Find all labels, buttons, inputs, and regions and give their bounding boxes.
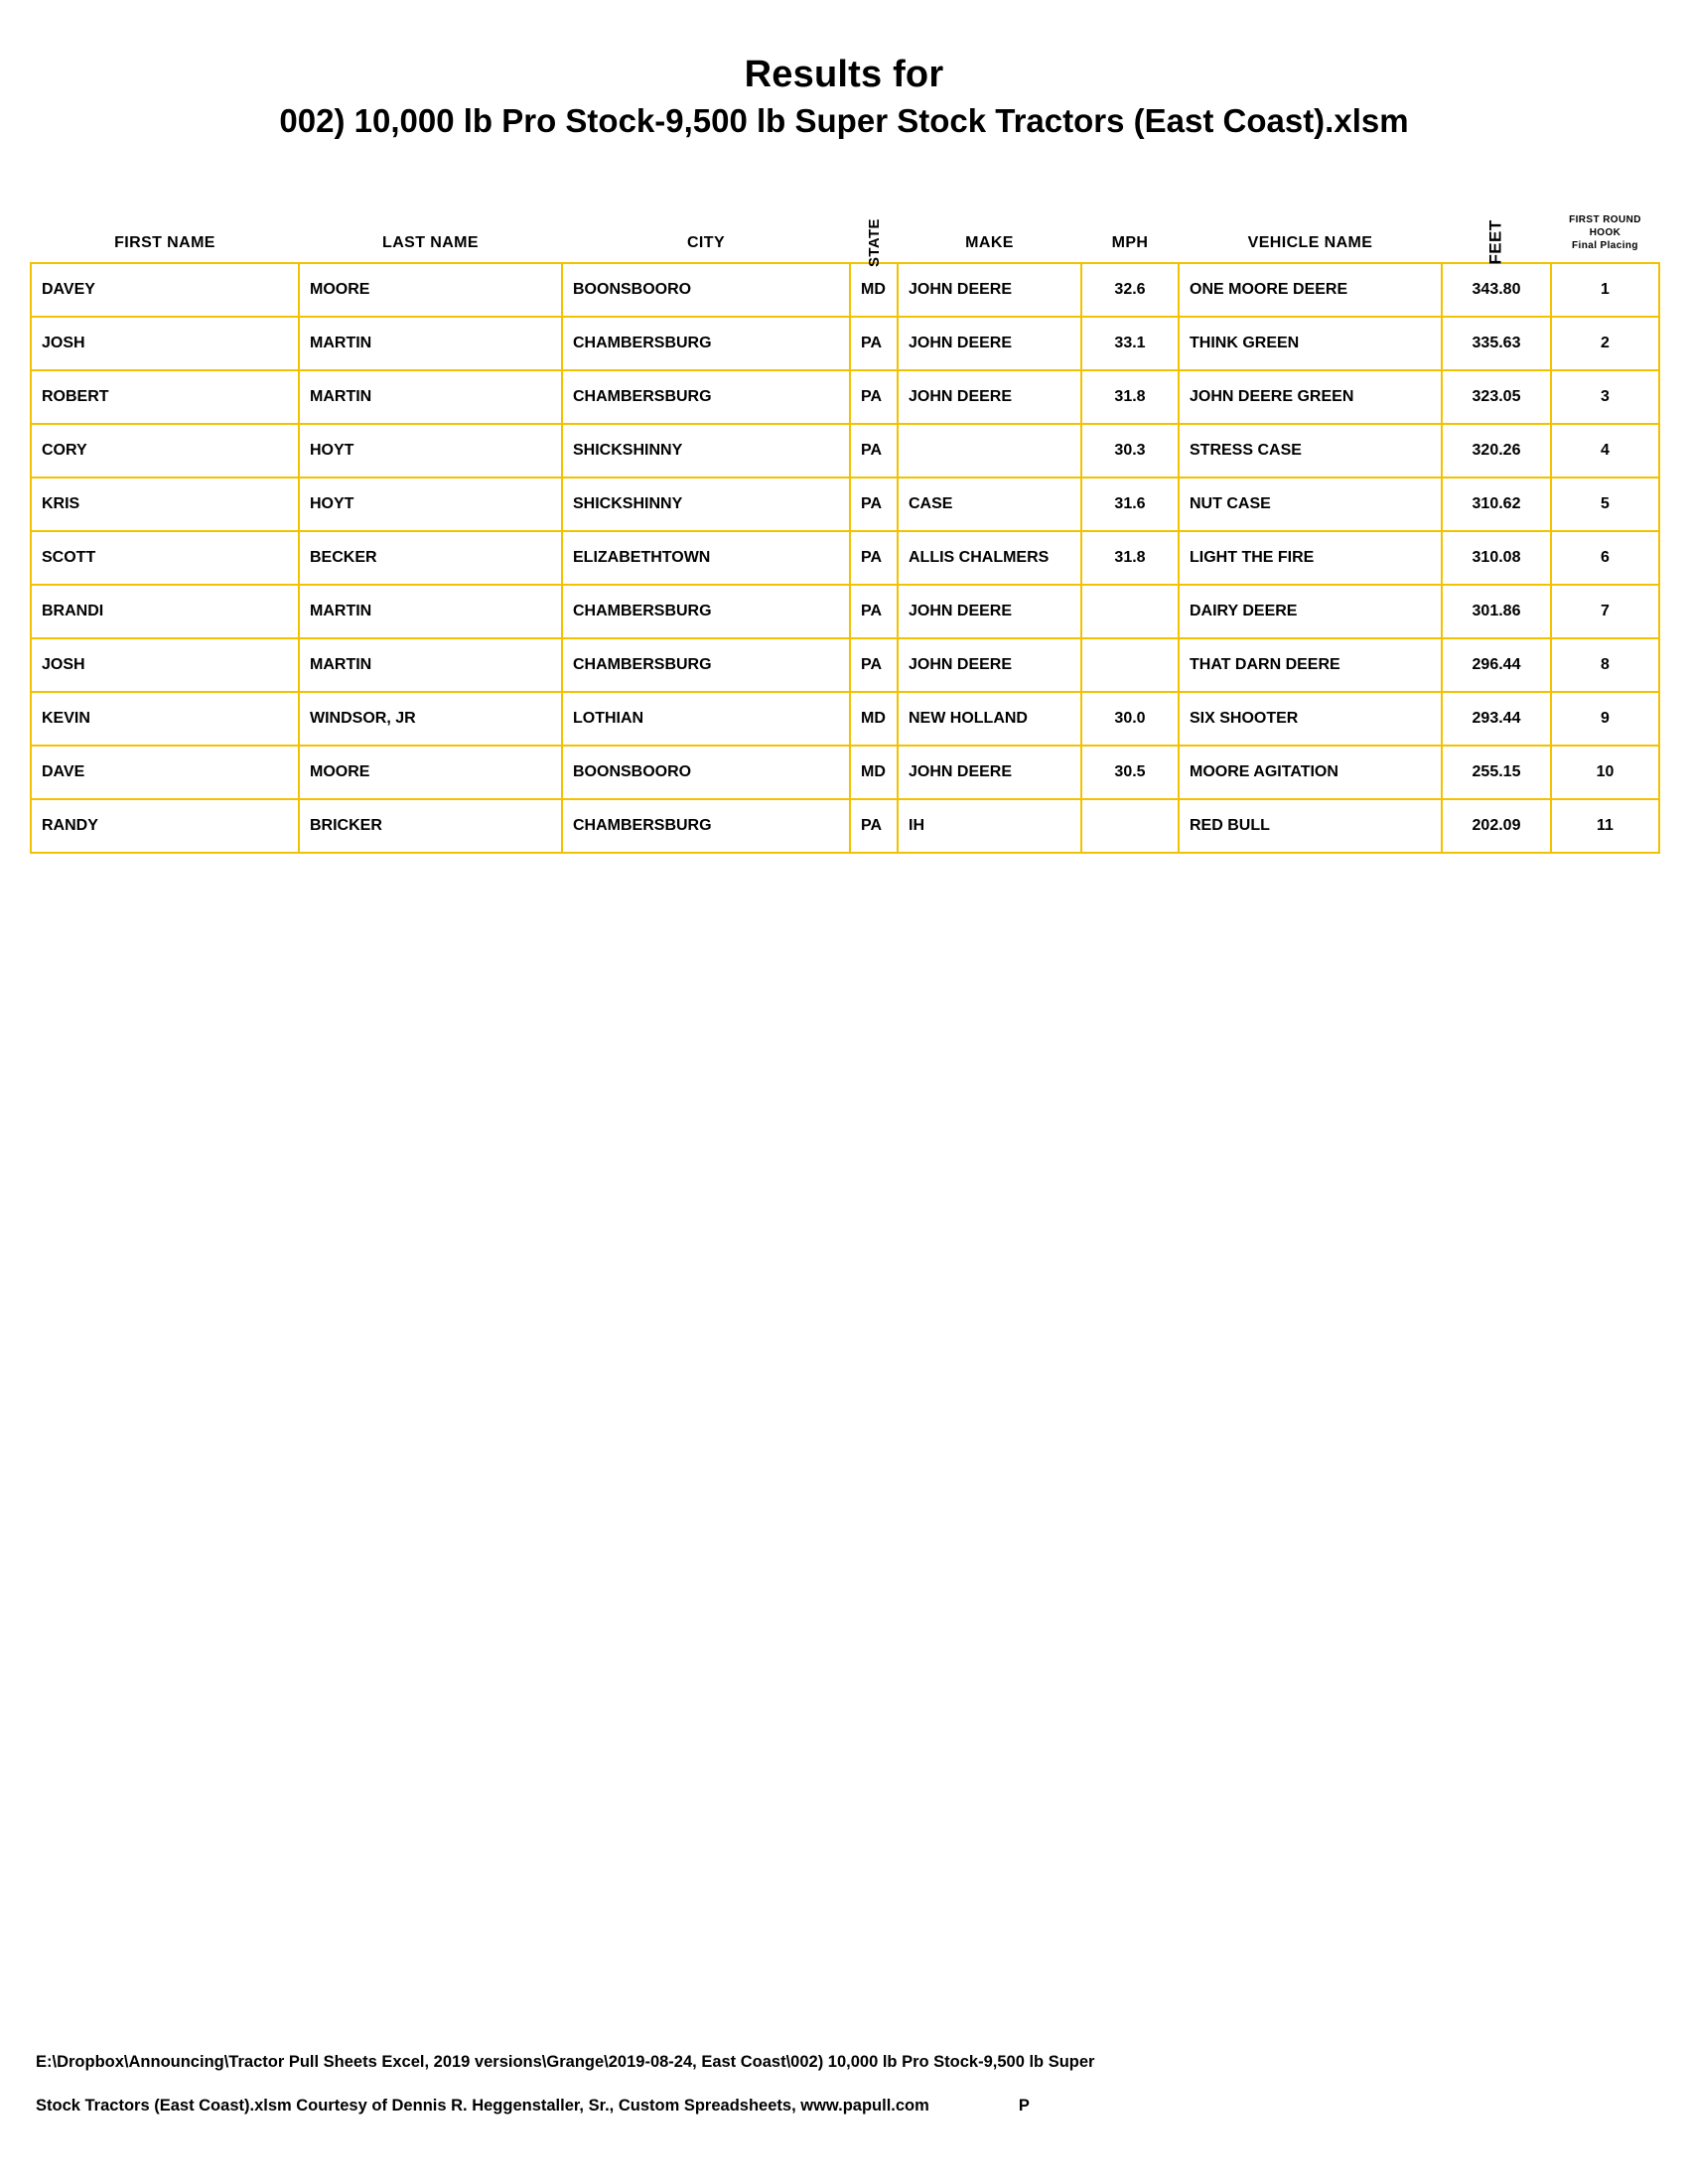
placing-line-3: Final Placing [1572, 240, 1638, 251]
table-row [31, 746, 1659, 799]
cell-city: CHAMBERSBURG [562, 317, 850, 370]
cell-last-name: MARTIN [299, 638, 562, 692]
table-row [31, 638, 1659, 692]
column-header-state-text: STATE [865, 218, 883, 267]
cell-make: JOHN DEERE [898, 263, 1081, 317]
cell-last-name: HOYT [299, 478, 562, 531]
column-header-final-placing [1551, 199, 1659, 263]
results-table-container [30, 199, 1658, 854]
cell-make: CASE [898, 478, 1081, 531]
cell-city: BOONSBOORO [562, 263, 850, 317]
cell-vehicle-name: THAT DARN DEERE [1179, 638, 1442, 692]
cell-final-placing: 6 [1551, 531, 1659, 585]
title-line-2: 002) 10,000 lb Pro Stock-9,500 lb Super Stock Tractors (East Coast).xlsm [279, 102, 1409, 139]
cell-final-placing: 5 [1551, 478, 1659, 531]
cell-feet: 310.62 [1442, 478, 1551, 531]
cell-city: BOONSBOORO [562, 746, 850, 799]
cell-final-placing: 4 [1551, 424, 1659, 478]
cell-city: SHICKSHINNY [562, 424, 850, 478]
cell-feet: 323.05 [1442, 370, 1551, 424]
cell-last-name: BRICKER [299, 799, 562, 853]
cell-state: MD [850, 263, 898, 317]
cell-last-name: WINDSOR, JR [299, 692, 562, 746]
cell-final-placing: 10 [1551, 746, 1659, 799]
cell-vehicle-name: NUT CASE [1179, 478, 1442, 531]
cell-first-name: DAVE [31, 746, 299, 799]
cell-vehicle-name: JOHN DEERE GREEN [1179, 370, 1442, 424]
cell-vehicle-name: RED BULL [1179, 799, 1442, 853]
cell-first-name: JOSH [31, 317, 299, 370]
cell-final-placing: 8 [1551, 638, 1659, 692]
cell-state: PA [850, 531, 898, 585]
footer-line-2-text: Stock Tractors (East Coast).xlsm Courtesy of Dennis R. Heggenstaller, Sr., Custom Spreadsheets, www.papull.com [36, 2097, 929, 2115]
cell-vehicle-name: MOORE AGITATION [1179, 746, 1442, 799]
cell-state: PA [850, 424, 898, 478]
table-row [31, 585, 1659, 638]
cell-mph: 33.1 [1081, 317, 1179, 370]
cell-state: MD [850, 746, 898, 799]
column-header-first-name: FIRST NAME [114, 234, 215, 251]
cell-last-name: MARTIN [299, 585, 562, 638]
cell-state: PA [850, 478, 898, 531]
footer-line-2 [36, 2084, 1654, 2127]
cell-first-name: KRIS [31, 478, 299, 531]
footer [36, 2040, 1654, 2127]
column-header-feet-text: FEET [1485, 219, 1505, 265]
table-row [31, 799, 1659, 853]
cell-vehicle-name: LIGHT THE FIRE [1179, 531, 1442, 585]
cell-state: PA [850, 638, 898, 692]
results-table-body [31, 263, 1659, 853]
cell-first-name: SCOTT [31, 531, 299, 585]
placing-line-1: FIRST ROUND [1569, 214, 1641, 225]
cell-vehicle-name: STRESS CASE [1179, 424, 1442, 478]
cell-final-placing: 11 [1551, 799, 1659, 853]
cell-make [898, 424, 1081, 478]
cell-mph: 31.6 [1081, 478, 1179, 531]
cell-make: JOHN DEERE [898, 370, 1081, 424]
cell-final-placing: 2 [1551, 317, 1659, 370]
cell-mph: 32.6 [1081, 263, 1179, 317]
cell-city: SHICKSHINNY [562, 478, 850, 531]
cell-final-placing: 3 [1551, 370, 1659, 424]
cell-make: JOHN DEERE [898, 317, 1081, 370]
cell-state: PA [850, 585, 898, 638]
cell-vehicle-name: DAIRY DEERE [1179, 585, 1442, 638]
cell-feet: 255.15 [1442, 746, 1551, 799]
cell-last-name: MARTIN [299, 370, 562, 424]
cell-first-name: BRANDI [31, 585, 299, 638]
table-row [31, 478, 1659, 531]
cell-feet: 301.86 [1442, 585, 1551, 638]
cell-last-name: MOORE [299, 746, 562, 799]
table-row [31, 424, 1659, 478]
cell-state: PA [850, 799, 898, 853]
cell-first-name: JOSH [31, 638, 299, 692]
cell-city: LOTHIAN [562, 692, 850, 746]
column-header-mph: MPH [1111, 234, 1149, 251]
column-header-feet [1442, 199, 1551, 263]
footer-line-1: E:\Dropbox\Announcing\Tractor Pull Sheets Excel, 2019 versions\Grange\2019-08-24, East Coast\002) 10,000 lb Pro Stock-9,500 lb Super [36, 2053, 1095, 2071]
cell-make: JOHN DEERE [898, 585, 1081, 638]
table-row [31, 531, 1659, 585]
column-header-city: CITY [686, 234, 726, 251]
cell-vehicle-name: SIX SHOOTER [1179, 692, 1442, 746]
cell-feet: 296.44 [1442, 638, 1551, 692]
cell-mph: 31.8 [1081, 531, 1179, 585]
cell-city: CHAMBERSBURG [562, 799, 850, 853]
cell-city: CHAMBERSBURG [562, 638, 850, 692]
table-row [31, 263, 1659, 317]
footer-page-mark: P [1018, 2097, 1030, 2115]
cell-final-placing: 9 [1551, 692, 1659, 746]
cell-city: CHAMBERSBURG [562, 585, 850, 638]
cell-make: JOHN DEERE [898, 746, 1081, 799]
cell-first-name: DAVEY [31, 263, 299, 317]
cell-feet: 343.80 [1442, 263, 1551, 317]
cell-vehicle-name: THINK GREEN [1179, 317, 1442, 370]
cell-mph [1081, 799, 1179, 853]
table-row [31, 370, 1659, 424]
cell-state: PA [850, 370, 898, 424]
cell-mph: 31.8 [1081, 370, 1179, 424]
cell-mph [1081, 585, 1179, 638]
cell-first-name: CORY [31, 424, 299, 478]
cell-state: PA [850, 317, 898, 370]
cell-city: CHAMBERSBURG [562, 370, 850, 424]
cell-feet: 202.09 [1442, 799, 1551, 853]
cell-final-placing: 1 [1551, 263, 1659, 317]
cell-feet: 293.44 [1442, 692, 1551, 746]
table-header-row [31, 199, 1659, 263]
cell-city: ELIZABETHTOWN [562, 531, 850, 585]
cell-first-name: KEVIN [31, 692, 299, 746]
column-header-state [850, 199, 898, 267]
cell-mph [1081, 638, 1179, 692]
cell-first-name: ROBERT [31, 370, 299, 424]
cell-final-placing: 7 [1551, 585, 1659, 638]
cell-vehicle-name: ONE MOORE DEERE [1179, 263, 1442, 317]
cell-feet: 320.26 [1442, 424, 1551, 478]
cell-feet: 310.08 [1442, 531, 1551, 585]
cell-mph: 30.5 [1081, 746, 1179, 799]
cell-make: ALLIS CHALMERS [898, 531, 1081, 585]
cell-last-name: MOORE [299, 263, 562, 317]
column-header-make: MAKE [965, 234, 1014, 251]
cell-make: IH [898, 799, 1081, 853]
cell-first-name: RANDY [31, 799, 299, 853]
cell-make: NEW HOLLAND [898, 692, 1081, 746]
column-header-vehicle-name: VEHICLE NAME [1247, 234, 1373, 251]
title-line-1: Results for [744, 54, 944, 95]
cell-last-name: BECKER [299, 531, 562, 585]
cell-mph: 30.0 [1081, 692, 1179, 746]
cell-state: MD [850, 692, 898, 746]
table-row [31, 692, 1659, 746]
cell-feet: 335.63 [1442, 317, 1551, 370]
cell-last-name: HOYT [299, 424, 562, 478]
cell-make: JOHN DEERE [898, 638, 1081, 692]
cell-last-name: MARTIN [299, 317, 562, 370]
column-header-last-name: LAST NAME [382, 234, 479, 251]
table-row [31, 317, 1659, 370]
cell-mph: 30.3 [1081, 424, 1179, 478]
placing-line-2: HOOK [1589, 227, 1621, 238]
document-title [0, 52, 1688, 145]
results-table [30, 199, 1660, 854]
